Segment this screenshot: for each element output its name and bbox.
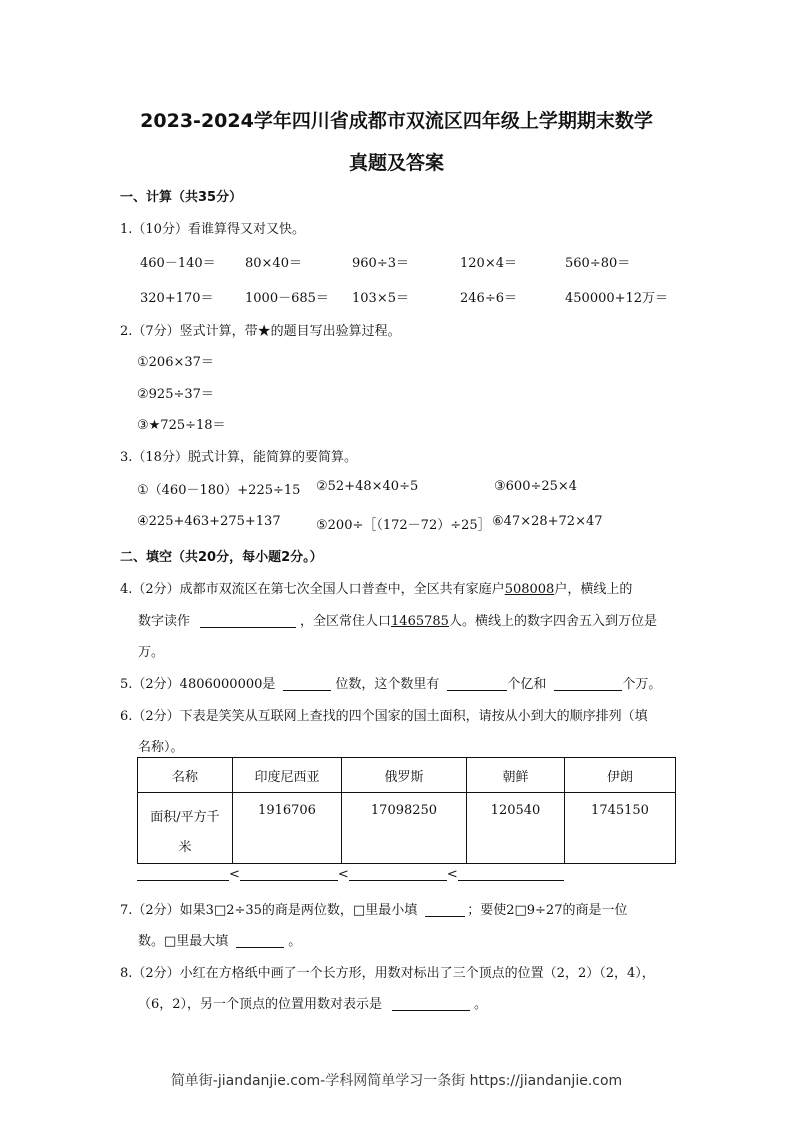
q1-prompt: 1.（10分）看谁算得又对又快。 xyxy=(120,222,305,237)
table-header-cell: 印度尼西亚 xyxy=(233,758,342,793)
row-label-line: 面积/平方千 xyxy=(150,810,220,825)
section2-heading: 二、填空（共20分，每小题2分。） xyxy=(120,550,323,565)
q4-text: ，全区常住人口 xyxy=(300,614,392,629)
row-label-line: 米 xyxy=(178,840,192,855)
q8-line1: 8.（2分）小红在方格纸中画了一个长方形，用数对标出了三个顶点的位置（2，2）（2，4）， xyxy=(120,966,655,981)
country-area-table xyxy=(137,757,676,864)
q7-text: ；要使2□9÷27的商是一位 xyxy=(467,903,628,918)
q1-item: 960÷3＝ xyxy=(352,256,409,271)
q3-item: ②52+48×40÷5 xyxy=(316,479,419,494)
less-than-sign: < xyxy=(446,867,458,882)
table-header-cell: 朝鲜 xyxy=(467,758,565,793)
table-cell: 1916706 xyxy=(233,793,342,864)
q4-text: 数字读作 xyxy=(138,614,191,629)
q1-item: 80×40＝ xyxy=(245,256,302,271)
q7-line2 xyxy=(138,930,301,949)
q7-text: 。 xyxy=(288,934,302,949)
page-title-line2: 真题及答案 xyxy=(348,152,444,174)
q7-text: 7.（2分）如果3□2÷35的商是两位数，□里最小填 xyxy=(120,903,418,918)
q2-item: ②925÷37＝ xyxy=(137,387,214,402)
q6-order-blanks xyxy=(137,866,564,882)
q5-text: 个万。 xyxy=(622,677,662,692)
page-title-line1: 2023-2024学年四川省成都市双流区四年级上学期期末数学 xyxy=(140,110,653,132)
q1-item: 246÷6＝ xyxy=(460,291,517,306)
q4-line2 xyxy=(138,610,657,629)
q7-line1 xyxy=(120,899,627,918)
q7-text: 数。□里最大填 xyxy=(138,934,229,949)
q5-blank-wan[interactable] xyxy=(554,676,622,691)
q5-text: 5.（2分）4806000000是 xyxy=(120,677,276,692)
q1-item: 460－140＝ xyxy=(140,256,216,271)
q6-line1: 6.（2分）下表是笑笑从互联网上查找的四个国家的国土面积，请按从小到大的顺序排列（填 xyxy=(120,709,648,724)
q5-text: 个亿和 xyxy=(507,677,547,692)
q3-item: ①（460－180）+225÷15 xyxy=(137,483,301,498)
q2-item: ③★725÷18＝ xyxy=(137,418,226,433)
less-than-sign: < xyxy=(229,867,240,882)
q2-item: ①206×37＝ xyxy=(137,355,214,370)
q3-item: ③600÷25×4 xyxy=(494,479,578,494)
q4-text: 人。横线上的数字四舍五入到万位是 xyxy=(448,614,657,629)
q4-underlined-number: 1465785 xyxy=(391,614,449,629)
q1-item: 120×4＝ xyxy=(460,256,517,271)
less-than-sign: < xyxy=(337,867,349,882)
q7-blank-min[interactable] xyxy=(425,902,465,917)
q4-text: 万。 xyxy=(138,645,165,660)
q8-line2 xyxy=(138,993,487,1012)
table-header-cell: 伊朗 xyxy=(565,758,676,793)
q8-blank-position[interactable] xyxy=(392,996,470,1011)
q4-line1 xyxy=(120,578,632,597)
q4-blank-reading[interactable] xyxy=(200,613,296,628)
q4-text: 户，横线上的 xyxy=(554,582,633,597)
q3-item: ④225+463+275+137 xyxy=(137,514,281,529)
q1-item: 560÷80＝ xyxy=(565,256,631,271)
q5-blank-yi[interactable] xyxy=(447,676,507,691)
order-blank[interactable] xyxy=(458,866,564,881)
q8-text: （6，2），另一个顶点的位置用数对表示是 xyxy=(138,997,383,1012)
table-row xyxy=(138,793,676,864)
q3-prompt: 3.（18分）脱式计算，能简算的要简算。 xyxy=(120,450,357,465)
q7-blank-max[interactable] xyxy=(236,933,284,948)
section1-heading: 一、计算（共35分） xyxy=(120,190,243,205)
q5-blank-digits[interactable] xyxy=(283,676,331,691)
q8-text: 。 xyxy=(474,997,488,1012)
q6-line2: 名称）。 xyxy=(138,740,184,755)
q1-item: 320+170＝ xyxy=(140,291,214,306)
q5-text: 位数，这个数里有 xyxy=(335,677,440,692)
order-blank[interactable] xyxy=(137,866,229,881)
q2-prompt: 2.（7分）竖式计算，带★的题目写出验算过程。 xyxy=(120,324,401,339)
order-blank[interactable] xyxy=(240,866,338,881)
order-blank[interactable] xyxy=(349,866,447,881)
footer-watermark: 简单街-jiandanjie.com-学科网简单学习一条街 https://jiandanjie.com xyxy=(170,1073,623,1089)
table-header-cell: 名称 xyxy=(138,758,233,793)
table-cell: 120540 xyxy=(467,793,565,864)
q1-item: 1000－685＝ xyxy=(245,291,329,306)
table-cell: 1745150 xyxy=(565,793,676,864)
q4-underlined-number: 508008 xyxy=(504,582,555,597)
table-cell: 17098250 xyxy=(342,793,467,864)
q3-item: ⑤200÷［（172－72）÷25］ xyxy=(316,518,491,533)
q4-text: 4.（2分）成都市双流区在第七次全国人口普查中，全区共有家庭户 xyxy=(120,582,505,597)
q1-item: 450000+12万＝ xyxy=(565,291,669,306)
table-header-cell: 俄罗斯 xyxy=(342,758,467,793)
q5-line xyxy=(120,673,661,692)
q3-item: ⑥47×28+72×47 xyxy=(492,514,603,529)
q1-item: 103×5＝ xyxy=(352,291,409,306)
table-row-label xyxy=(138,793,233,864)
table-header-row xyxy=(138,758,676,793)
